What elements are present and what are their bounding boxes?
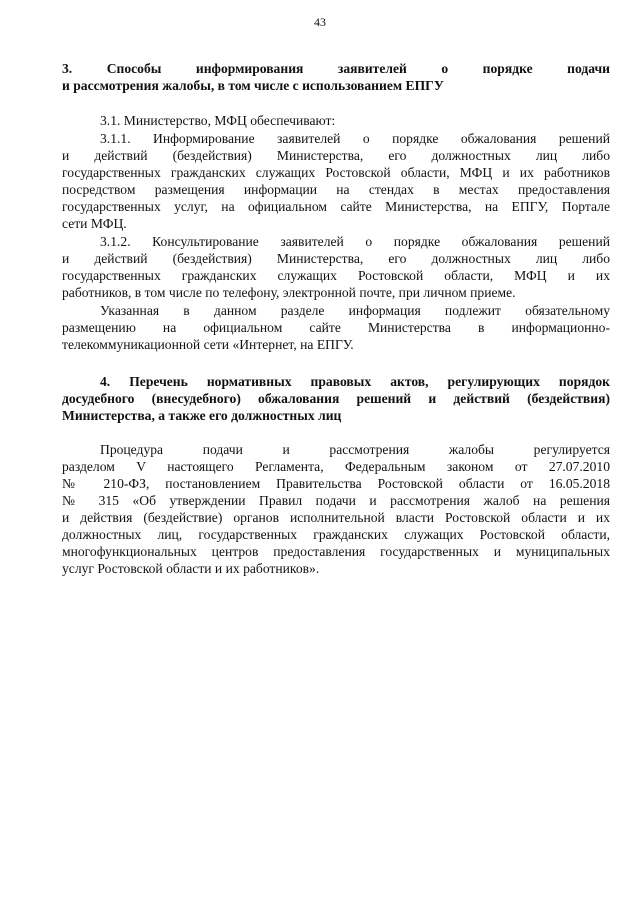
paragraph-line: № 210-ФЗ, постановлением Правительства Ростовской области от 16.05.2018 — [62, 476, 610, 491]
paragraph-line: посредством размещения информации на стендах в местах предоставления — [62, 182, 610, 197]
paragraph-line: 3.1.2. Консультирование заявителей о порядке обжалования решений — [100, 234, 610, 249]
heading-line: и рассмотрения жалобы, в том числе с использованием ЕПГУ — [62, 78, 444, 93]
paragraph-3-1-1 — [62, 130, 610, 232]
paragraph-line: работников, в том числе по телефону, электронной почте, при личном приеме. — [62, 285, 516, 300]
paragraph-line: Указанная в данном разделе информация подлежит обязательному — [100, 303, 610, 318]
paragraph-line: многофункциональных центров предоставления государственных и муниципальных — [62, 544, 610, 559]
paragraph-line: 3.1.1. Информирование заявителей о порядке обжалования решений — [100, 131, 610, 146]
paragraph-line: и действий (бездействия) Министерства, его должностных лиц либо — [62, 251, 610, 266]
paragraph-line: и действия (бездействие) органов исполнительной власти Ростовской области и их — [62, 510, 610, 525]
paragraph-line: телекоммуникационной сети «Интернет, на ЕПГУ. — [62, 337, 354, 352]
paragraph-line: должностных лиц, государственных гражданских служащих Ростовской области, — [62, 527, 610, 542]
paragraph-line: государственных гражданских служащих Ростовской области, МФЦ и их работников — [62, 165, 610, 180]
heading-line: 4. Перечень нормативных правовых актов, регулирующих порядок — [100, 374, 610, 389]
heading-line: 3. Способы информирования заявителей о порядке подачи — [62, 61, 610, 76]
paragraph-line: услуг Ростовской области и их работников». — [62, 561, 320, 576]
paragraph-line: 3.1. Министерство, МФЦ обеспечивают: — [100, 113, 336, 128]
paragraph-line: № 315 «Об утверждении Правил подачи и рассмотрения жалоб на решения — [62, 493, 610, 508]
paragraph-line: сети МФЦ. — [62, 216, 127, 231]
page-number: 43 — [314, 15, 326, 29]
heading-line: досудебного (внесудебного) обжалования решений и действий (бездействия) — [62, 391, 610, 406]
paragraph-line: и действий (бездействия) Министерства, его должностных лиц либо — [62, 148, 610, 163]
paragraph-3-1-2 — [62, 233, 610, 301]
paragraph-line: разделом V настоящего Регламента, Федеральным законом от 27.07.2010 — [62, 459, 610, 474]
heading-line: Министерства, а также его должностных лиц — [62, 408, 342, 423]
paragraph-line: государственных услуг, на официальном сайте Министерства, на ЕПГУ, Портале — [62, 199, 610, 214]
paragraph-3-1 — [62, 112, 610, 129]
paragraph-info — [62, 302, 610, 353]
section-3-heading — [62, 60, 610, 94]
paragraph-line: Процедура подачи и рассмотрения жалобы регулируется — [100, 442, 610, 457]
paragraph-line: государственных гражданских служащих Ростовской области, МФЦ и их — [62, 268, 610, 283]
section-4-heading — [62, 373, 610, 424]
paragraph-line: размещению на официальном сайте Министерства в информационно- — [62, 320, 610, 335]
paragraph-procedure — [62, 441, 610, 577]
